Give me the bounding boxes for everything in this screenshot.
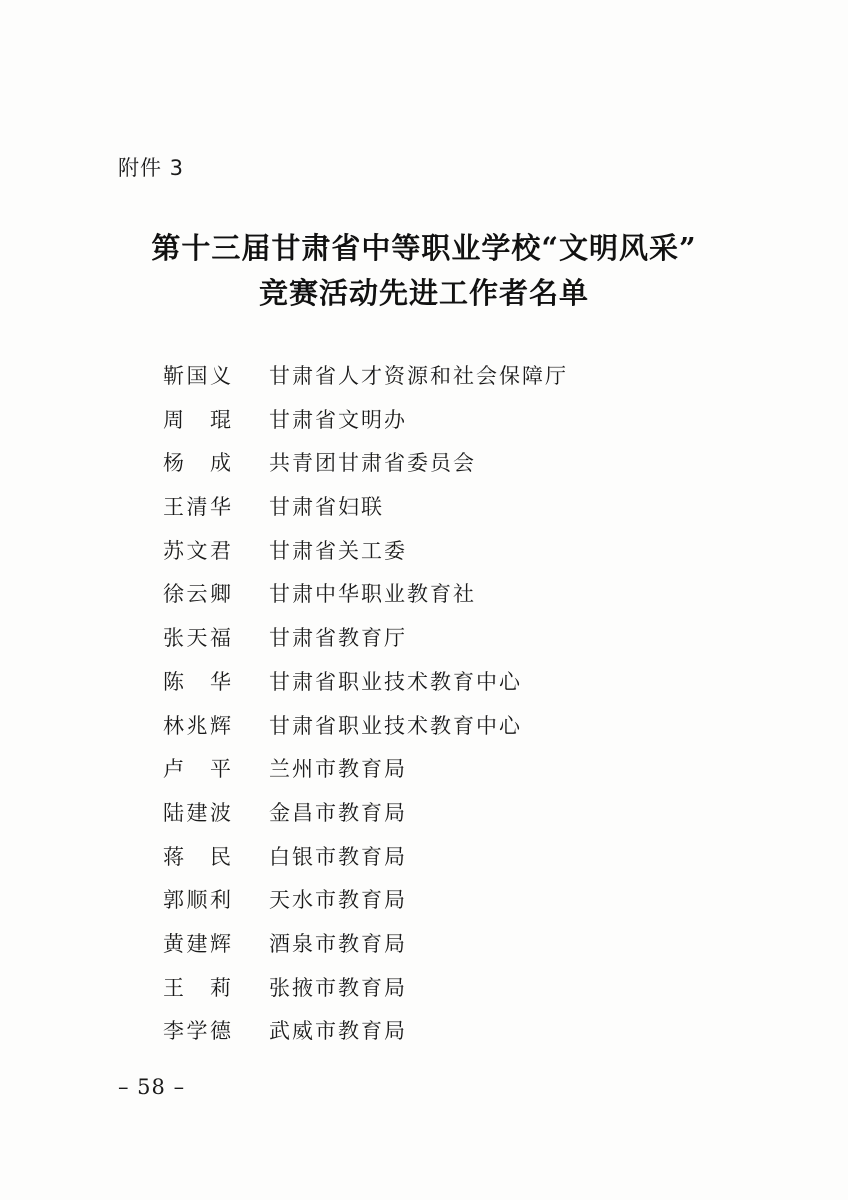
list-item xyxy=(163,797,568,841)
person-name: 黄建辉 xyxy=(163,931,233,956)
person-name: 靳国义 xyxy=(163,364,233,388)
organization: 天水市教育局 xyxy=(269,888,407,913)
organization: 甘肃省人才资源和社会保障厅 xyxy=(269,364,568,388)
person-name: 李学德 xyxy=(163,1019,233,1044)
organization: 甘肃省职业技术教育中心 xyxy=(269,669,522,694)
name-list xyxy=(163,360,568,1059)
organization: 甘肃省关工委 xyxy=(269,538,407,563)
list-item xyxy=(163,360,568,404)
organization: 张掖市教育局 xyxy=(269,975,407,1000)
person-name: 张天福 xyxy=(163,626,233,651)
person-name: 徐云卿 xyxy=(163,582,233,607)
person-name: 陆建波 xyxy=(163,800,233,825)
person-name: 王清华 xyxy=(163,495,233,520)
person-name: 林兆辉 xyxy=(163,713,233,738)
organization: 甘肃省教育厅 xyxy=(269,626,407,651)
attachment-label: 附件 3 xyxy=(118,156,185,180)
page-title-line-1: 第十三届甘肃省中等职业学校“文明风采” xyxy=(151,231,697,265)
list-item xyxy=(163,622,568,666)
page-title-line-2: 竞赛活动先进工作者名单 xyxy=(258,276,589,310)
organization: 金昌市教育局 xyxy=(269,800,407,825)
person-name: 陈 华 xyxy=(163,669,233,694)
organization: 武威市教育局 xyxy=(269,1019,407,1044)
list-item xyxy=(163,1015,568,1059)
list-item xyxy=(163,972,568,1016)
list-item xyxy=(163,753,568,797)
organization: 共青团甘肃省委员会 xyxy=(269,451,476,476)
organization: 甘肃中华职业教育社 xyxy=(269,582,476,607)
person-name: 苏文君 xyxy=(163,538,233,563)
organization: 白银市教育局 xyxy=(269,844,407,869)
list-item xyxy=(163,491,568,535)
person-name: 杨 成 xyxy=(163,451,233,476)
list-item xyxy=(163,404,568,448)
person-name: 周 琨 xyxy=(163,407,233,432)
organization: 酒泉市教育局 xyxy=(269,931,407,956)
list-item xyxy=(163,710,568,754)
person-name: 蒋 民 xyxy=(163,844,233,869)
page-number: – 58 – xyxy=(118,1075,186,1099)
list-item xyxy=(163,928,568,972)
organization: 甘肃省职业技术教育中心 xyxy=(269,713,522,738)
list-item xyxy=(163,578,568,622)
list-item xyxy=(163,447,568,491)
person-name: 王 莉 xyxy=(163,975,233,1000)
person-name: 卢 平 xyxy=(163,757,233,782)
list-item xyxy=(163,666,568,710)
organization: 兰州市教育局 xyxy=(269,757,407,782)
organization: 甘肃省文明办 xyxy=(269,407,407,432)
list-item xyxy=(163,884,568,928)
list-item xyxy=(163,841,568,885)
organization: 甘肃省妇联 xyxy=(269,495,384,520)
person-name: 郭顺利 xyxy=(163,888,233,913)
list-item xyxy=(163,535,568,579)
